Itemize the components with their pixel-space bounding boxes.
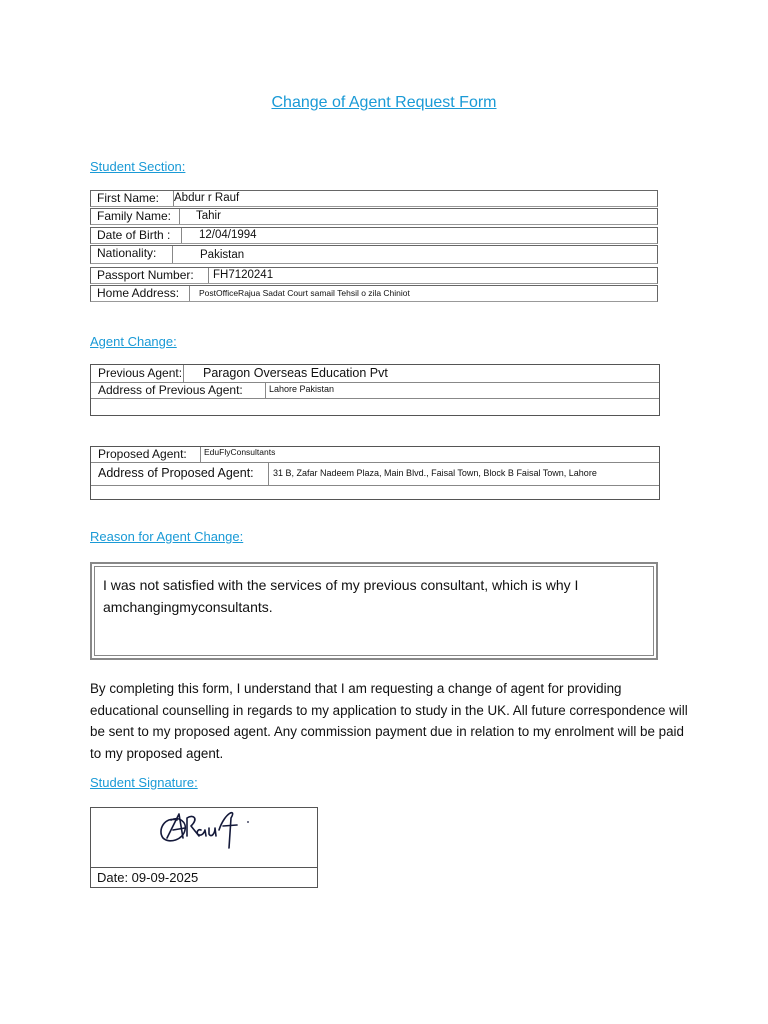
reason-textbox[interactable] <box>90 562 658 660</box>
proposed-address-label: Address of Proposed Agent: <box>91 463 269 485</box>
form-title: Change of Agent Request Form <box>271 94 497 111</box>
passport-number-value[interactable]: FH7120241 <box>213 269 274 281</box>
nationality-label: Nationality: <box>91 246 173 263</box>
family-name-label: Family Name: <box>91 209 180 224</box>
passport-number-row <box>90 267 658 284</box>
proposed-agent-table <box>90 446 660 500</box>
agent-change-heading: Agent Change: <box>90 334 177 349</box>
signature-date: Date: 09-09-2025 <box>90 867 318 888</box>
first-name-row <box>90 190 658 207</box>
reason-text: I was not satisfied with the services of my previous consultant, which is why I amchangingmyconsultants. <box>94 566 654 656</box>
proposed-agent-label: Proposed Agent: <box>91 447 201 462</box>
first-name-value[interactable]: Abdur r Rauf <box>174 192 240 204</box>
date-of-birth-row <box>90 227 658 244</box>
first-name-label: First Name: <box>91 191 174 206</box>
home-address-label: Home Address: <box>91 286 190 301</box>
nationality-row <box>90 245 658 264</box>
family-name-value[interactable]: Tahir <box>196 210 221 222</box>
proposed-agent-value[interactable]: EduFlyConsultants <box>204 447 276 457</box>
previous-agent-label: Previous Agent: <box>91 365 184 382</box>
date-of-birth-value[interactable]: 12/04/1994 <box>199 229 257 241</box>
date-of-birth-label: Date of Birth : <box>91 228 182 243</box>
family-name-row <box>90 208 658 225</box>
proposed-address-row <box>91 463 659 486</box>
previous-address-row <box>91 382 659 399</box>
previous-agent-table <box>90 364 660 416</box>
passport-number-label: Passport Number: <box>91 268 209 283</box>
declaration-paragraph: By completing this form, I understand that I am requesting a change of agent for providing educational counselling in regards to my application to study in the UK. All future correspondence will be sent to my proposed agent. Any commission payment due in relation to my enrolment will be paid to my proposed agent. <box>90 681 688 761</box>
proposed-agent-row <box>91 447 659 463</box>
previous-agent-row <box>91 365 659 383</box>
signature-box[interactable] <box>90 807 318 867</box>
home-address-value[interactable]: PostOfficeRajua Sadat Court samail Tehsil o zila Chiniot <box>199 288 410 298</box>
student-section-heading: Student Section: <box>90 159 186 174</box>
proposed-address-value[interactable]: 31 B, Zafar Nadeem Plaza, Main Blvd., Faisal Town, Block B Faisal Town, Lahore <box>273 468 597 478</box>
previous-address-value[interactable]: Lahore Pakistan <box>269 384 335 394</box>
nationality-value[interactable]: Pakistan <box>200 249 245 261</box>
signature-image <box>91 808 317 866</box>
home-address-row <box>90 285 658 302</box>
reason-heading: Reason for Agent Change: <box>90 529 244 544</box>
signature-heading: Student Signature: <box>90 775 198 790</box>
previous-address-label: Address of Previous Agent: <box>91 382 266 398</box>
previous-agent-value[interactable]: Paragon Overseas Education Pvt <box>203 366 388 380</box>
